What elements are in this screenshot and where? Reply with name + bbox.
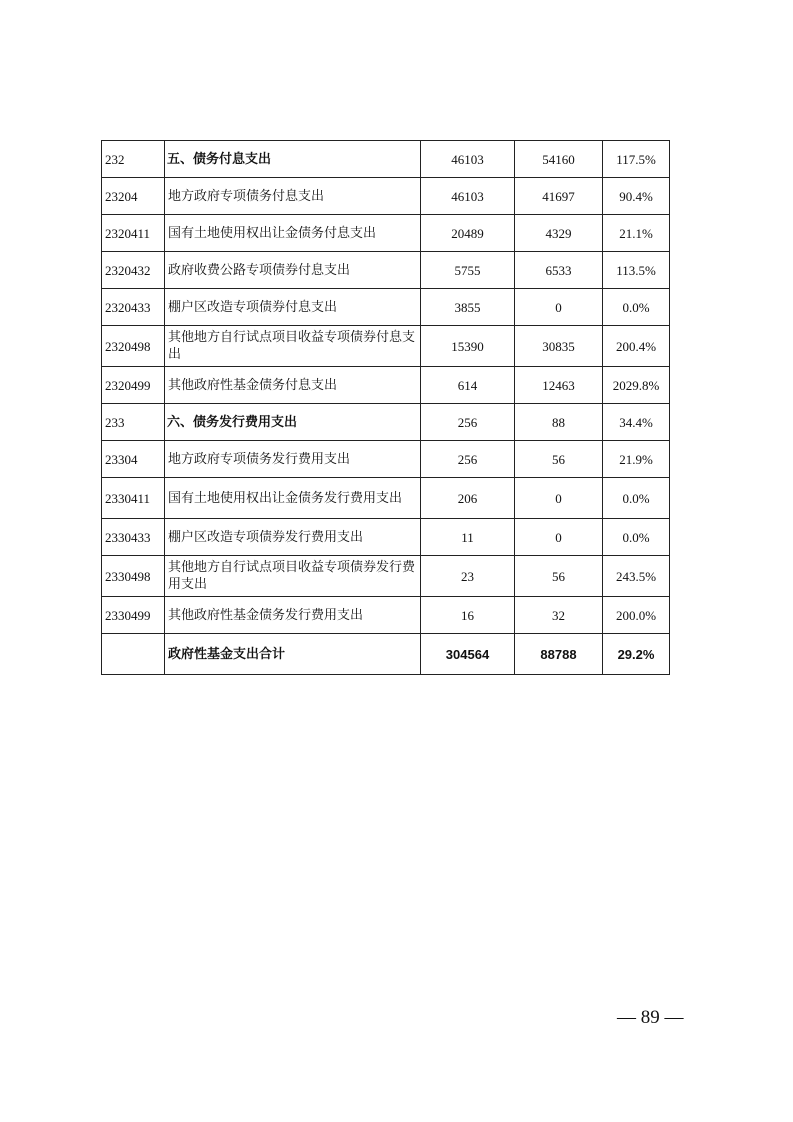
value-col-2: 6533 <box>515 252 603 289</box>
value-col-3: 90.4% <box>603 178 670 215</box>
value-col-2: 4329 <box>515 215 603 252</box>
row-name: 地方政府专项债务付息支出 <box>165 178 421 215</box>
value-col-3: 200.4% <box>603 326 670 367</box>
row-name: 政府收费公路专项债券付息支出 <box>165 252 421 289</box>
value-col-3: 200.0% <box>603 597 670 634</box>
value-col-3: 2029.8% <box>603 367 670 404</box>
row-code: 233 <box>102 404 165 441</box>
row-code: 2330499 <box>102 597 165 634</box>
row-name: 其他地方自行试点项目收益专项债券付息支出 <box>165 326 421 367</box>
value-col-3: 0.0% <box>603 519 670 556</box>
value-col-1: 5755 <box>421 252 515 289</box>
total-label: 政府性基金支出合计 <box>165 634 421 675</box>
table-row <box>102 178 670 215</box>
value-col-1: 614 <box>421 367 515 404</box>
value-col-1: 46103 <box>421 178 515 215</box>
value-col-2: 88 <box>515 404 603 441</box>
value-col-1: 256 <box>421 404 515 441</box>
table-row <box>102 141 670 178</box>
row-code: 23204 <box>102 178 165 215</box>
table-row <box>102 519 670 556</box>
value-col-2: 54160 <box>515 141 603 178</box>
total-value-col-3: 29.2% <box>603 634 670 675</box>
value-col-1: 20489 <box>421 215 515 252</box>
total-value-col-1: 304564 <box>421 634 515 675</box>
value-col-2: 30835 <box>515 326 603 367</box>
row-name: 国有土地使用权出让金债务发行费用支出 <box>165 478 421 519</box>
row-name: 其他地方自行试点项目收益专项债券发行费用支出 <box>165 556 421 597</box>
row-code: 2320433 <box>102 289 165 326</box>
value-col-2: 12463 <box>515 367 603 404</box>
value-col-1: 15390 <box>421 326 515 367</box>
table-row <box>102 404 670 441</box>
row-name: 棚户区改造专项债券发行费用支出 <box>165 519 421 556</box>
value-col-3: 243.5% <box>603 556 670 597</box>
row-code: 2320432 <box>102 252 165 289</box>
table-row <box>102 441 670 478</box>
value-col-3: 21.9% <box>603 441 670 478</box>
table-row <box>102 252 670 289</box>
expenditure-table <box>101 140 670 675</box>
row-code: 232 <box>102 141 165 178</box>
row-code: 2330498 <box>102 556 165 597</box>
value-col-1: 46103 <box>421 141 515 178</box>
value-col-3: 113.5% <box>603 252 670 289</box>
table-row <box>102 326 670 367</box>
row-code: 23304 <box>102 441 165 478</box>
value-col-3: 117.5% <box>603 141 670 178</box>
value-col-1: 23 <box>421 556 515 597</box>
row-name: 其他政府性基金债务付息支出 <box>165 367 421 404</box>
table-row <box>102 215 670 252</box>
table-row <box>102 289 670 326</box>
table-row <box>102 556 670 597</box>
total-value-col-2: 88788 <box>515 634 603 675</box>
value-col-2: 41697 <box>515 178 603 215</box>
value-col-2: 0 <box>515 289 603 326</box>
row-code <box>102 634 165 675</box>
table-row <box>102 367 670 404</box>
value-col-3: 0.0% <box>603 289 670 326</box>
value-col-2: 56 <box>515 441 603 478</box>
row-code: 2330411 <box>102 478 165 519</box>
value-col-1: 16 <box>421 597 515 634</box>
table-row <box>102 478 670 519</box>
row-code: 2330433 <box>102 519 165 556</box>
section-title: 五、债务付息支出 <box>165 141 421 178</box>
value-col-1: 206 <box>421 478 515 519</box>
page-number: — 89 — <box>617 1007 684 1028</box>
row-name: 其他政府性基金债务发行费用支出 <box>165 597 421 634</box>
value-col-2: 0 <box>515 478 603 519</box>
row-code: 2320499 <box>102 367 165 404</box>
value-col-3: 34.4% <box>603 404 670 441</box>
value-col-2: 0 <box>515 519 603 556</box>
value-col-3: 0.0% <box>603 478 670 519</box>
section-title: 六、债务发行费用支出 <box>165 404 421 441</box>
row-name: 地方政府专项债务发行费用支出 <box>165 441 421 478</box>
value-col-2: 56 <box>515 556 603 597</box>
value-col-1: 11 <box>421 519 515 556</box>
row-code: 2320498 <box>102 326 165 367</box>
value-col-2: 32 <box>515 597 603 634</box>
row-name: 棚户区改造专项债券付息支出 <box>165 289 421 326</box>
value-col-3: 21.1% <box>603 215 670 252</box>
row-code: 2320411 <box>102 215 165 252</box>
value-col-1: 256 <box>421 441 515 478</box>
row-name: 国有土地使用权出让金债务付息支出 <box>165 215 421 252</box>
value-col-1: 3855 <box>421 289 515 326</box>
table-row <box>102 597 670 634</box>
total-row <box>102 634 670 675</box>
